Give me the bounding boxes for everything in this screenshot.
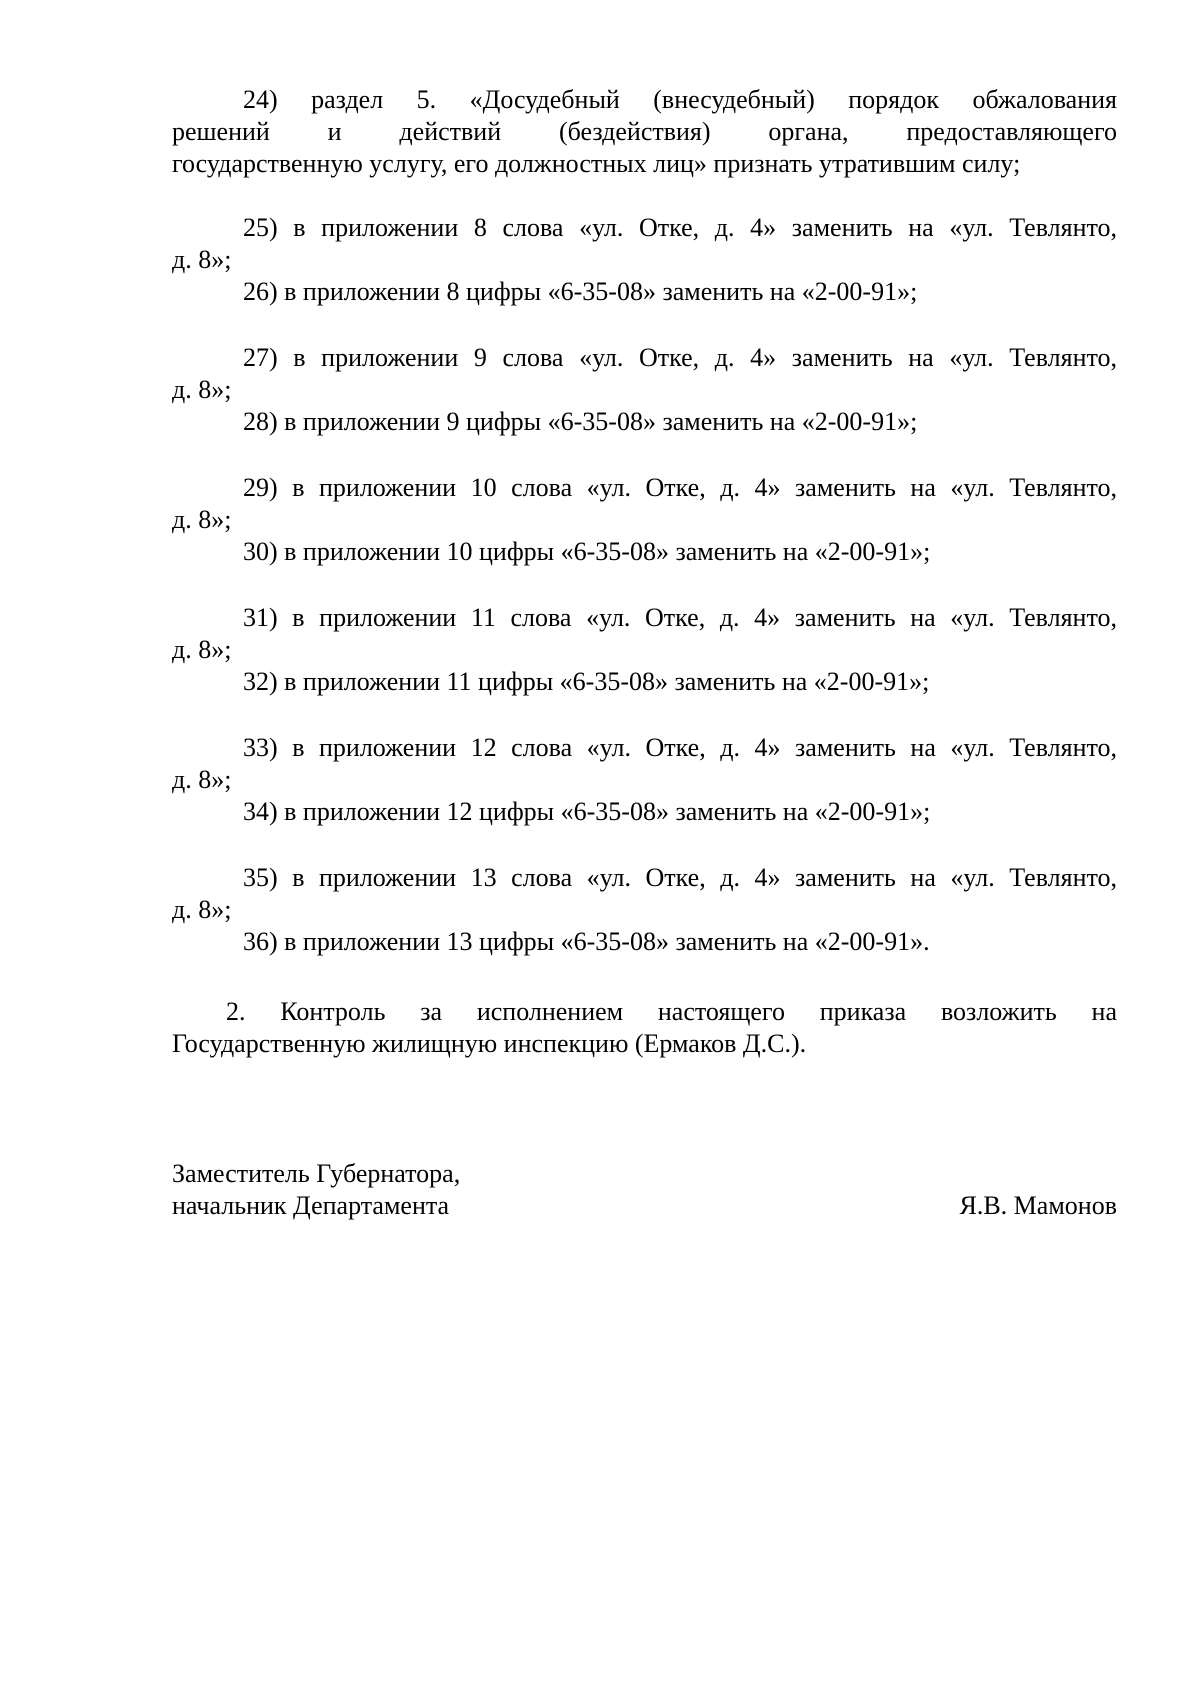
item-24-line-1: 24) раздел 5. «Досудебный (внесудебный) порядок обжалования: [243, 85, 1117, 114]
point-2-line-1: 2. Контроль за исполнением настоящего приказа возложить на: [226, 997, 1117, 1026]
item-27-line-1: 27) в приложении 9 слова «ул. Отке, д. 4» заменить на «ул. Тевлянто,: [243, 343, 1117, 372]
item-35-line-2: д. 8»;: [172, 895, 232, 924]
item-36: 36) в приложении 13 цифры «6-35-08» заменить на «2-00-91».: [243, 927, 930, 956]
item-24-line-2: решений и действий (бездействия) органа, предоставляющего: [172, 117, 1117, 146]
item-26: 26) в приложении 8 цифры «6-35-08» заменить на «2-00-91»;: [243, 277, 918, 306]
item-24-line-3: государственную услугу, его должностных лиц» признать утратившим силу;: [172, 149, 1021, 178]
item-29-line-1: 29) в приложении 10 слова «ул. Отке, д. 4» заменить на «ул. Тевлянто,: [243, 473, 1117, 502]
signature-position-line-1: Заместитель Губернатора,: [172, 1159, 461, 1188]
item-31-line-2: д. 8»;: [172, 635, 232, 664]
item-30: 30) в приложении 10 цифры «6-35-08» заменить на «2-00-91»;: [243, 537, 931, 566]
item-31-line-1: 31) в приложении 11 слова «ул. Отке, д. 4» заменить на «ул. Тевлянто,: [243, 603, 1117, 632]
item-25-line-1: 25) в приложении 8 слова «ул. Отке, д. 4» заменить на «ул. Тевлянто,: [243, 213, 1117, 242]
item-25-line-2: д. 8»;: [172, 245, 232, 274]
item-29-line-2: д. 8»;: [172, 505, 232, 534]
signature-position-line-2: начальник Департамента: [172, 1191, 450, 1220]
item-27-line-2: д. 8»;: [172, 375, 232, 404]
item-33-line-2: д. 8»;: [172, 765, 232, 794]
point-2-line-2: Государственную жилищную инспекцию (Ермаков Д.С.).: [172, 1029, 807, 1058]
item-34: 34) в приложении 12 цифры «6-35-08» заменить на «2-00-91»;: [243, 797, 931, 826]
signature-name: Я.В. Мамонов: [959, 1191, 1117, 1220]
item-33-line-1: 33) в приложении 12 слова «ул. Отке, д. 4» заменить на «ул. Тевлянто,: [243, 733, 1117, 762]
item-32: 32) в приложении 11 цифры «6-35-08» заменить на «2-00-91»;: [243, 667, 930, 696]
item-28: 28) в приложении 9 цифры «6-35-08» заменить на «2-00-91»;: [243, 407, 918, 436]
item-35-line-1: 35) в приложении 13 слова «ул. Отке, д. 4» заменить на «ул. Тевлянто,: [243, 863, 1117, 892]
